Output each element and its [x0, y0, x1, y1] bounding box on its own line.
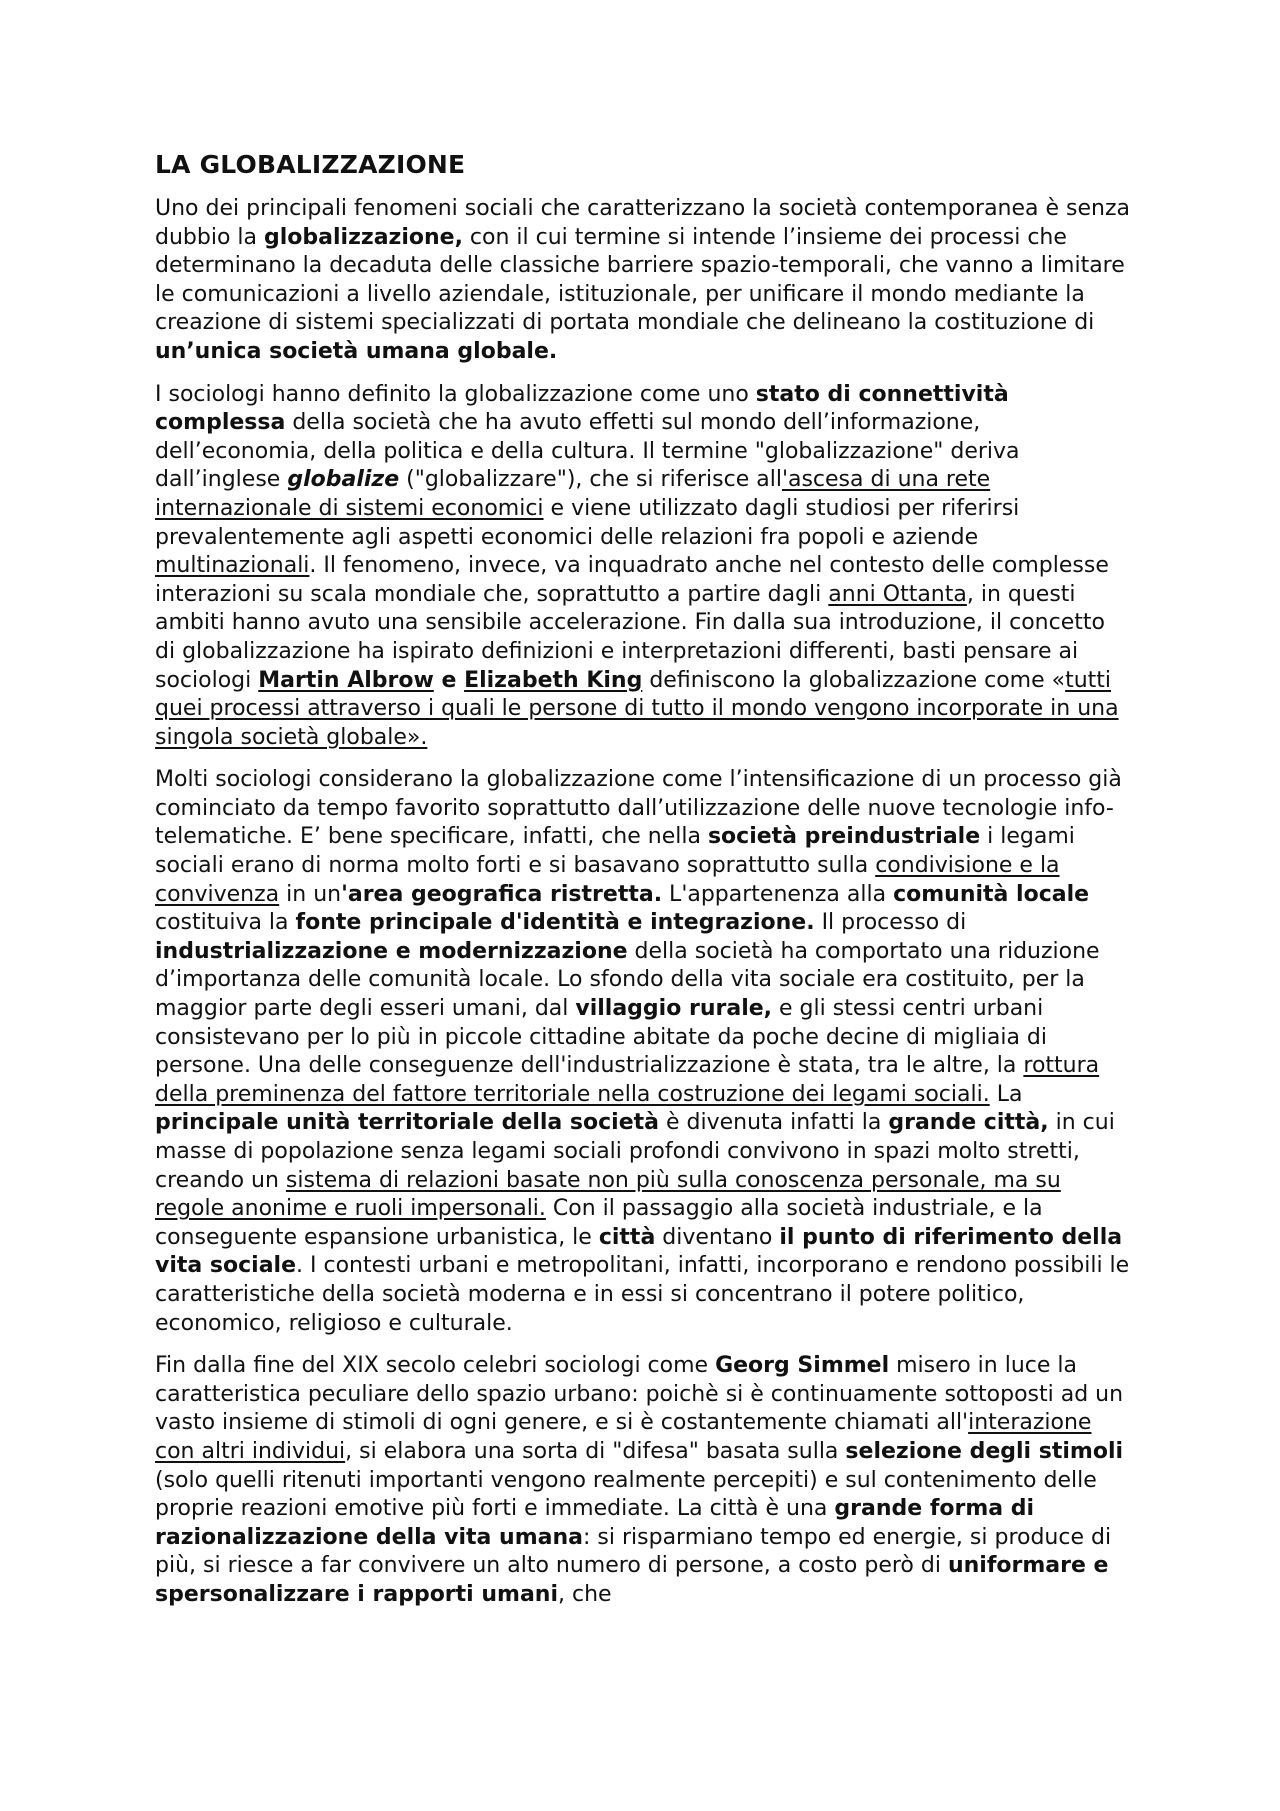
text-run: I sociologi hanno definito la globalizzazione come uno	[155, 381, 756, 407]
paragraph-1	[155, 195, 1130, 367]
text-run: i legami sociali erano di norma molto forti e si basavano soprattutto sulla	[155, 824, 1075, 879]
text-run: un’unica società umana globale.	[155, 338, 558, 364]
text-run: . I contesti urbani e metropolitani, infatti, incorporano e rendono possibili le caratteristiche della società moderna e in essi si concentrano il potere politico, economico, religioso e culturale.	[155, 1253, 1130, 1336]
text-run: comunità locale	[893, 881, 1090, 907]
paragraph-2	[155, 381, 1130, 753]
text-run: tutti quei processi attraverso i quali le persone di tutto il mondo vengono incorporate in una singola società globale».	[155, 667, 1119, 750]
paragraph-4	[155, 1352, 1130, 1609]
text-run: definiscono la globalizzazione come «	[642, 667, 1066, 693]
text-run: industrializzazione e modernizzazione	[155, 938, 628, 964]
text-run: . Il fenomeno, invece, va inquadrato anche nel contesto delle complesse interazioni su scala mondiale che, soprattutto a partire dagli	[155, 553, 1109, 607]
text-run: anni Ottanta	[828, 581, 967, 607]
text-run: , che	[558, 1581, 612, 1607]
text-run: globalize	[287, 467, 400, 493]
text-run: grande forma di razionalizzazione della vita umana	[155, 1496, 1035, 1550]
text-run: sistema di relazioni basate non più sulla conoscenza personale, ma su regole anonime e ruoli impersonali.	[155, 1167, 1061, 1222]
text-run: con il cui termine si intende l’insieme dei processi che determinano la decaduta delle classiche barriere spazio-temporali, che vanno a limitare le comunicazioni a livello aziendale, istituzionale, per unificare il mondo mediante la creazione di sistemi specializzati di portata mondiale che delineano la costituzione di	[155, 224, 1125, 336]
text-run: fonte principale d'identità e integrazione.	[295, 910, 815, 936]
text-run: Il processo di	[814, 910, 967, 936]
text-run: Uno dei principali fenomeni sociali che caratterizzano la società contemporanea è senza dubbio la	[155, 196, 1131, 250]
text-run: città	[598, 1224, 656, 1250]
text-run: costituiva la	[155, 910, 296, 936]
page-title: LA GLOBALIZZAZIONE	[155, 150, 466, 179]
text-run: diventano	[655, 1224, 780, 1250]
text-run: e gli stessi centri urbani consistevano per lo più in piccole cittadine abitate da poche decine di migliaia di persone. Una delle conseguenze dell'industrializzazione è stata, tra le altre, la	[155, 996, 1047, 1079]
text-run: in un	[279, 881, 342, 907]
text-run: grande città,	[888, 1110, 1049, 1136]
text-run: società preindustriale	[707, 824, 981, 850]
text-run: Fin dalla fine del XIX secolo celebri sociologi come	[155, 1353, 716, 1379]
text-run: della società che ha avuto effetti sul mondo dell’informazione, dell’economia, della politica e della cultura. Il termine "globalizzazione" deriva dall’inglese	[155, 410, 1020, 493]
text-run: della società ha comportato una riduzione d’importanza delle comunità locale. Lo sfondo della vita sociale era costituito, per la maggior parte degli esseri umani, dal	[155, 938, 1100, 1022]
text-run: Con il passaggio alla società industriale, e la conseguente espansione urbanistica, le	[155, 1196, 1043, 1250]
text-run: multinazionali	[155, 553, 310, 579]
text-run: e viene utilizzato dagli studiosi per riferirsi prevalentemente agli aspetti economici delle relazioni fra popoli e aziende	[155, 495, 1020, 550]
text-run: 'area geografica ristretta.	[341, 881, 663, 907]
text-run: Molti sociologi considerano la globalizzazione come l’intensificazione di un processo già cominciato da tempo favorito soprattutto dall’utilizzazione delle nuove tecnologie info- telematiche. E’ bene specificare, infatti, che nella	[155, 767, 1122, 850]
text-run: , si elabora una sorta di "difesa" basata sulla	[345, 1438, 846, 1464]
text-run: La	[989, 1081, 1023, 1107]
text-run: villaggio rurale,	[575, 996, 773, 1022]
text-run: rottura della preminenza del fattore territoriale nella costruzione dei legami sociali.	[155, 1053, 1100, 1107]
text-run: ("globalizzare"), che si riferisce all	[399, 467, 782, 493]
text-run: in cui masse di popolazione senza legami sociali profondi convivono in spazi molto stretti, creando un	[155, 1110, 1115, 1193]
text-run: , in questi ambiti hanno avuto una sensibile accelerazione. Fin dalla sua introduzione, il concetto di globalizzazione ha ispirato definizioni e interpretazioni differenti, basti pensare ai sociologi	[155, 581, 1105, 693]
text-run: il punto di riferimento della vita sociale	[155, 1224, 1123, 1279]
text-run: interazione con altri individui	[155, 1410, 1092, 1464]
text-run: Martin Albrow	[258, 667, 434, 693]
text-run: e	[433, 667, 465, 693]
text-run: uniformare e spersonalizzare i rapporti umani	[155, 1553, 1109, 1607]
text-run: è divenuta infatti la	[658, 1110, 889, 1136]
paragraph-3	[155, 766, 1130, 1338]
text-run: selezione degli stimoli	[845, 1438, 1124, 1464]
text-run: Georg Simmel	[715, 1353, 890, 1379]
text-run: globalizzazione,	[264, 224, 463, 250]
text-run: 'ascesa di una rete internazionale di sistemi economici	[155, 467, 991, 521]
text-run: condivisione e la convivenza	[155, 853, 1060, 907]
text-run: principale unità territoriale della società	[155, 1110, 659, 1136]
text-run: misero in luce la caratteristica peculiare dello spazio urbano: poichè si è continuamente sottoposti ad un vasto insieme di stimoli di ogni genere, e si è costantemente chiamati all'	[155, 1353, 1124, 1436]
text-run: stato di connettività complessa	[155, 381, 1009, 436]
text-run: L'appartenenza alla	[662, 881, 894, 907]
text-run: : si risparmiano tempo ed energie, si produce di più, si riesce a far convivere un alto numero di persone, a costo però di	[155, 1524, 1112, 1579]
text-run: Elizabeth King	[464, 667, 643, 693]
text-run: (solo quelli ritenuti importanti vengono realmente percepiti) e sul contenimento delle proprie reazioni emotive più forti e immediate. La città è una	[155, 1467, 1097, 1522]
